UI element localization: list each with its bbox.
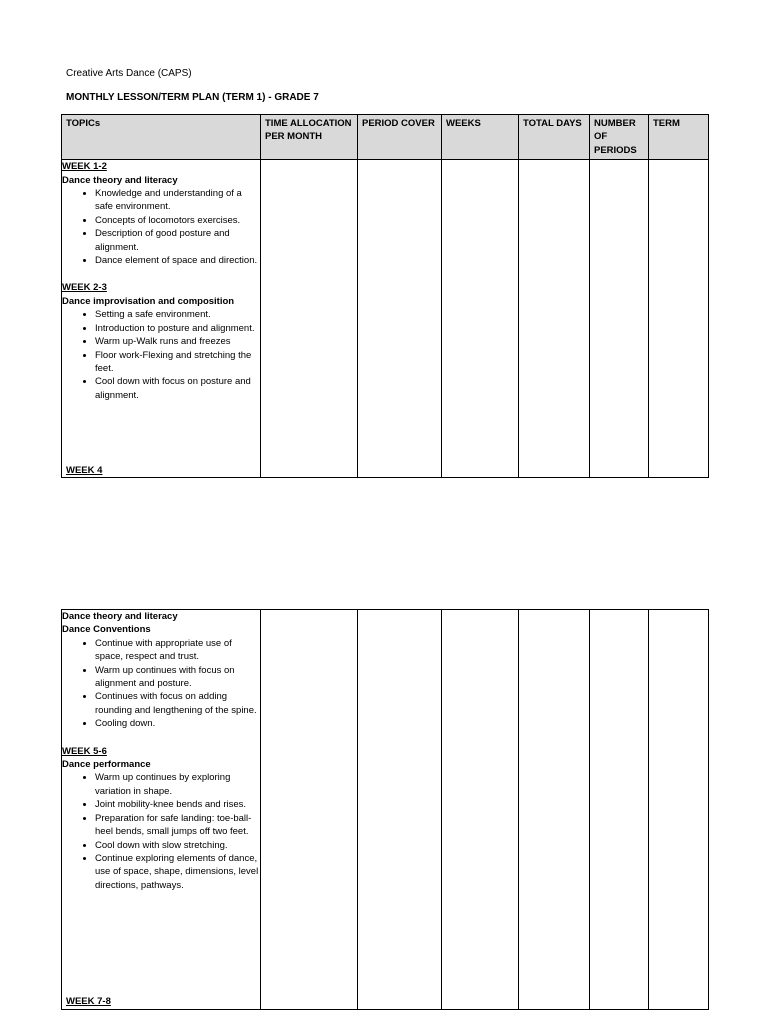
- header-number-of-periods: NUMBER OF PERIODS: [590, 115, 649, 160]
- week-heading: WEEK 7-8: [66, 996, 111, 1007]
- topic-list: [62, 771, 260, 892]
- list-item: • Preparation for safe landing: toe-ball-heel bends, small jumps off two feet.: [95, 812, 260, 839]
- section-heading: Dance performance: [62, 759, 151, 771]
- term-cell: [649, 610, 709, 1010]
- week-heading: WEEK 5-6: [62, 745, 107, 757]
- lesson-plan-table-2: [61, 609, 709, 1010]
- header-weeks: WEEKS: [442, 115, 519, 160]
- section-heading: Dance improvisation and composition: [62, 295, 235, 307]
- section-heading: Dance Conventions: [62, 624, 151, 636]
- list-item: • Introduction to posture and alignment.: [95, 322, 260, 335]
- weeks-cell: [442, 160, 519, 478]
- list-item: • Description of good posture and alignment.: [95, 227, 260, 254]
- list-item: • Dance element of space and direction.: [95, 254, 260, 267]
- list-item: • Continue exploring elements of dance, use of space, shape, dimensions, level directions, pathways.: [95, 852, 260, 892]
- list-item: • Cool down with slow stretching.: [95, 839, 260, 852]
- table-row: [62, 160, 709, 478]
- weeks-cell: [442, 610, 519, 1010]
- topic-list: [62, 308, 260, 402]
- week-heading: WEEK 2-3: [62, 282, 107, 294]
- table-header-row: [62, 115, 709, 160]
- list-item: • Knowledge and understanding of a safe environment.: [95, 187, 260, 214]
- list-item: • Warm up continues with focus on alignment and posture.: [95, 664, 260, 691]
- header-total-days: TOTAL DAYS: [519, 115, 590, 160]
- total-days-cell: [519, 610, 590, 1010]
- header-topics: TOPICs: [62, 115, 261, 160]
- list-item: • Warm up continues by exploring variation in shape.: [95, 771, 260, 798]
- list-item: • Joint mobility-knee bends and rises.: [95, 798, 260, 811]
- list-item: • Floor work-Flexing and stretching the feet.: [95, 349, 260, 376]
- topic-list: [62, 637, 260, 731]
- total-days-cell: [519, 160, 590, 478]
- topics-cell: [62, 160, 261, 478]
- list-item: • Setting a safe environment.: [95, 308, 260, 321]
- time-allocation-cell: [261, 160, 358, 478]
- header-term: TERM: [649, 115, 709, 160]
- number-of-periods-cell: [590, 160, 649, 478]
- list-item: • Continues with focus on adding rounding and lengthening of the spine.: [95, 690, 260, 717]
- topic-list: [62, 187, 260, 267]
- list-item: • Concepts of locomotors exercises.: [95, 214, 260, 227]
- table-row: [62, 610, 709, 1010]
- document-subtitle: MONTHLY LESSON/TERM PLAN (TERM 1) - GRADE 7: [66, 92, 319, 103]
- header-period-cover: PERIOD COVER: [358, 115, 442, 160]
- header-time-allocation: TIME ALLOCATION PER MONTH: [261, 115, 358, 160]
- period-cover-cell: [358, 160, 442, 478]
- list-item: • Cool down with focus on posture and alignment.: [95, 375, 260, 402]
- time-allocation-cell: [261, 610, 358, 1010]
- section-heading: Dance theory and literacy: [62, 611, 178, 622]
- period-cover-cell: [358, 610, 442, 1010]
- number-of-periods-cell: [590, 610, 649, 1010]
- section-heading: Dance theory and literacy: [62, 174, 178, 186]
- term-cell: [649, 160, 709, 478]
- list-item: • Warm up-Walk runs and freezes: [95, 335, 260, 348]
- week-heading: WEEK 4: [66, 465, 103, 477]
- topics-cell: [62, 610, 261, 1010]
- document-title: Creative Arts Dance (CAPS): [66, 68, 192, 79]
- week-heading: WEEK 1-2: [62, 161, 107, 173]
- list-item: • Continue with appropriate use of space, respect and trust.: [95, 637, 260, 664]
- list-item: • Cooling down.: [95, 717, 260, 730]
- lesson-plan-table-1: [61, 114, 709, 478]
